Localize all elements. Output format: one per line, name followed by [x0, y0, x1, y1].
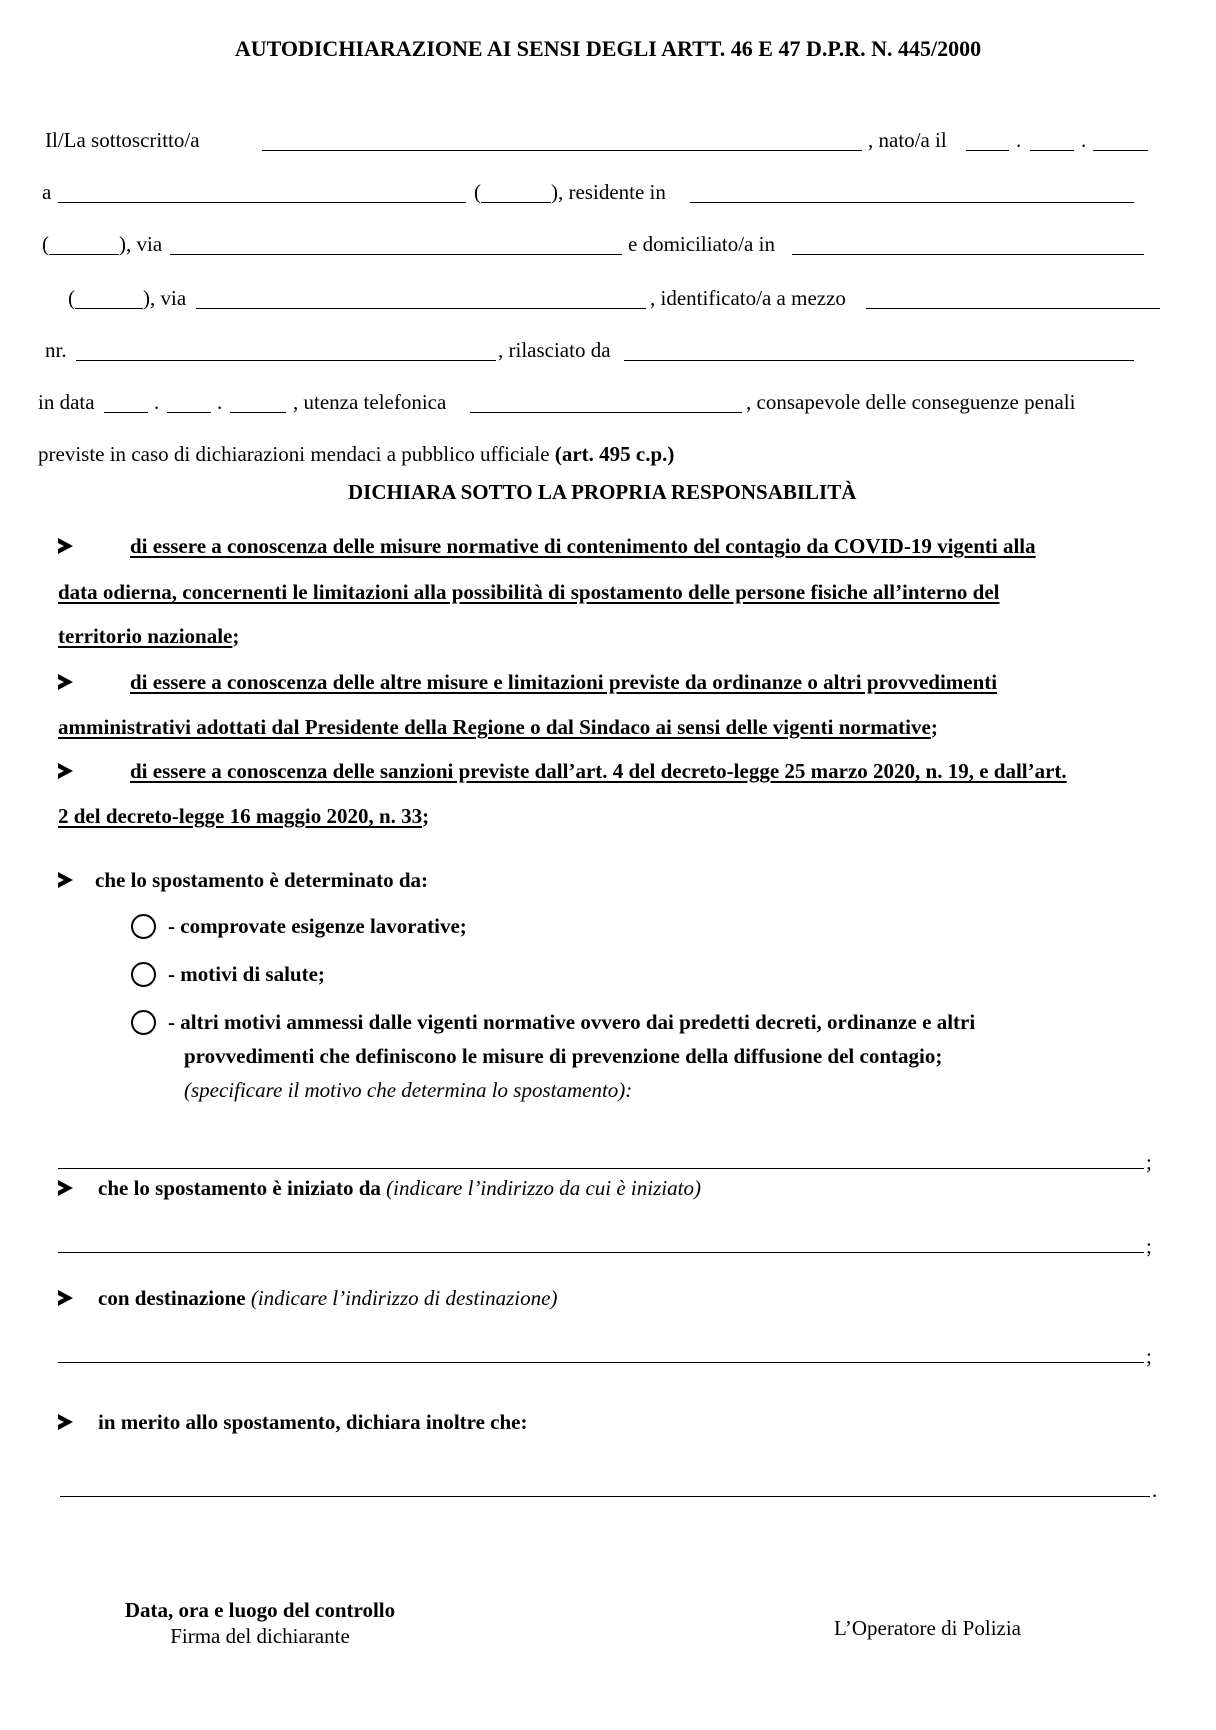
phone-field[interactable]: [470, 412, 742, 413]
arrow-bullet-icon: [58, 674, 73, 690]
movement-label: che lo spostamento è determinato da:: [95, 868, 429, 892]
start-label: che lo spostamento è iniziato da (indicare l’indirizzo da cui è iniziato): [98, 1176, 701, 1200]
birth-day-field[interactable]: [966, 150, 1009, 151]
birth-year-field[interactable]: [1093, 150, 1148, 151]
nr-label: nr.: [45, 338, 67, 362]
rilasciato-label: , rilasciato da: [498, 338, 611, 362]
arrow-bullet-icon: [58, 538, 73, 554]
issue-day-field[interactable]: [104, 412, 148, 413]
dot-sep: .: [217, 390, 223, 414]
destination-address-field[interactable]: [58, 1362, 1144, 1363]
via-label: ), via: [119, 232, 163, 256]
option-work-label: - comprovate esigenze lavorative;: [168, 914, 467, 938]
further-details-field[interactable]: [60, 1496, 1150, 1497]
declaration-1-line2: data odierna, concernenti le limitazioni alla possibilità di spostamento delle persone fisiche all’interno del: [58, 580, 1000, 604]
option-other-label: - altri motivi ammessi dalle vigenti normative ovvero dai predetti decreti, ordinanze e altri: [168, 1010, 976, 1034]
id-document-field[interactable]: [866, 308, 1160, 309]
birth-month-field[interactable]: [1030, 150, 1074, 151]
residence-street-field[interactable]: [170, 254, 622, 255]
control-label: Data, ora e luogo del controllo: [124, 1598, 396, 1622]
declaration-3-line1: di essere a conoscenza delle sanzioni previste dall’art. 4 del decreto-legge 25 marzo 2020, n. 19, e dall’art.: [130, 759, 1067, 783]
semicolon: ;: [1146, 1150, 1152, 1174]
declaration-3-line2: 2 del decreto-legge 16 maggio 2020, n. 33;: [58, 804, 430, 828]
paren-open: (: [42, 232, 49, 256]
reason-field[interactable]: [58, 1168, 1144, 1169]
radio-other-reasons[interactable]: [131, 1010, 156, 1035]
paren-open: (: [474, 180, 481, 204]
radio-health-reasons[interactable]: [131, 962, 156, 987]
further-label: in merito allo spostamento, dichiara inoltre che:: [98, 1410, 528, 1434]
start-address-field[interactable]: [58, 1252, 1144, 1253]
dot-sep: .: [154, 390, 160, 414]
via-label: ), via: [143, 286, 187, 310]
issue-month-field[interactable]: [167, 412, 211, 413]
arrow-bullet-icon: [58, 763, 73, 779]
in-data-label: in data: [38, 390, 95, 414]
declaration-2-line2: amministrativi adottati dal Presidente della Regione o dal Sindaco ai sensi delle vigenti normative;: [58, 715, 938, 739]
semicolon: ;: [1146, 1234, 1152, 1258]
issue-year-field[interactable]: [230, 412, 286, 413]
paren-open: (: [68, 286, 75, 310]
birthplace-label: a: [42, 180, 52, 204]
domicile-province-field[interactable]: [75, 308, 143, 309]
page-title: AUTODICHIARAZIONE AI SENSI DEGLI ARTT. 46 E 47 D.P.R. N. 445/2000: [234, 36, 982, 61]
dot-sep: .: [1081, 128, 1087, 152]
domiciliato-label: e domiciliato/a in: [628, 232, 775, 256]
specify-hint: (specificare il motivo che determina lo spostamento):: [184, 1078, 633, 1102]
identificato-label: , identificato/a a mezzo: [650, 286, 846, 310]
radio-work-reasons[interactable]: [131, 914, 156, 939]
declares-heading: DICHIARA SOTTO LA PROPRIA RESPONSABILITÀ: [348, 480, 857, 504]
name-field[interactable]: [262, 150, 862, 151]
birthplace-province-field[interactable]: [481, 202, 551, 203]
domicile-city-field[interactable]: [792, 254, 1144, 255]
arrow-bullet-icon: [58, 1180, 73, 1196]
previste-text: previste in caso di dichiarazioni mendaci a pubblico ufficiale (art. 495 c.p.): [38, 442, 675, 466]
nato-label: , nato/a il: [868, 128, 947, 152]
option-health-label: - motivi di salute;: [168, 962, 325, 986]
operator-label: L’Operatore di Polizia: [834, 1616, 1022, 1640]
period: .: [1152, 1478, 1158, 1502]
declaration-1-line1: di essere a conoscenza delle misure normative di contenimento del contagio da COVID-19 vigenti alla: [130, 534, 1036, 558]
birthplace-field[interactable]: [58, 202, 466, 203]
utenza-label: , utenza telefonica: [293, 390, 447, 414]
sottoscritto-label: Il/La sottoscritto/a: [45, 128, 200, 152]
semicolon: ;: [1146, 1344, 1152, 1368]
residence-city-field[interactable]: [690, 202, 1134, 203]
domicile-street-field[interactable]: [196, 308, 646, 309]
issued-by-field[interactable]: [624, 360, 1134, 361]
option-other-label-2: provvedimenti che definiscono le misure di prevenzione della diffusione del contagio;: [184, 1044, 943, 1068]
arrow-bullet-icon: [58, 1414, 73, 1430]
consapevole-label: , consapevole delle conseguenze penali: [746, 390, 1076, 414]
dot-sep: .: [1016, 128, 1022, 152]
destination-label: con destinazione (indicare l’indirizzo di destinazione): [98, 1286, 558, 1310]
arrow-bullet-icon: [58, 872, 73, 888]
residence-province-field[interactable]: [49, 254, 119, 255]
document-number-field[interactable]: [76, 360, 496, 361]
arrow-bullet-icon: [58, 1290, 73, 1306]
residente-label: ), residente in: [551, 180, 666, 204]
signature-label: Firma del dichiarante: [170, 1624, 350, 1648]
declaration-1-line3: territorio nazionale;: [58, 624, 240, 648]
declaration-2-line1: di essere a conoscenza delle altre misure e limitazioni previste da ordinanze o altri provvedimenti: [130, 670, 998, 694]
